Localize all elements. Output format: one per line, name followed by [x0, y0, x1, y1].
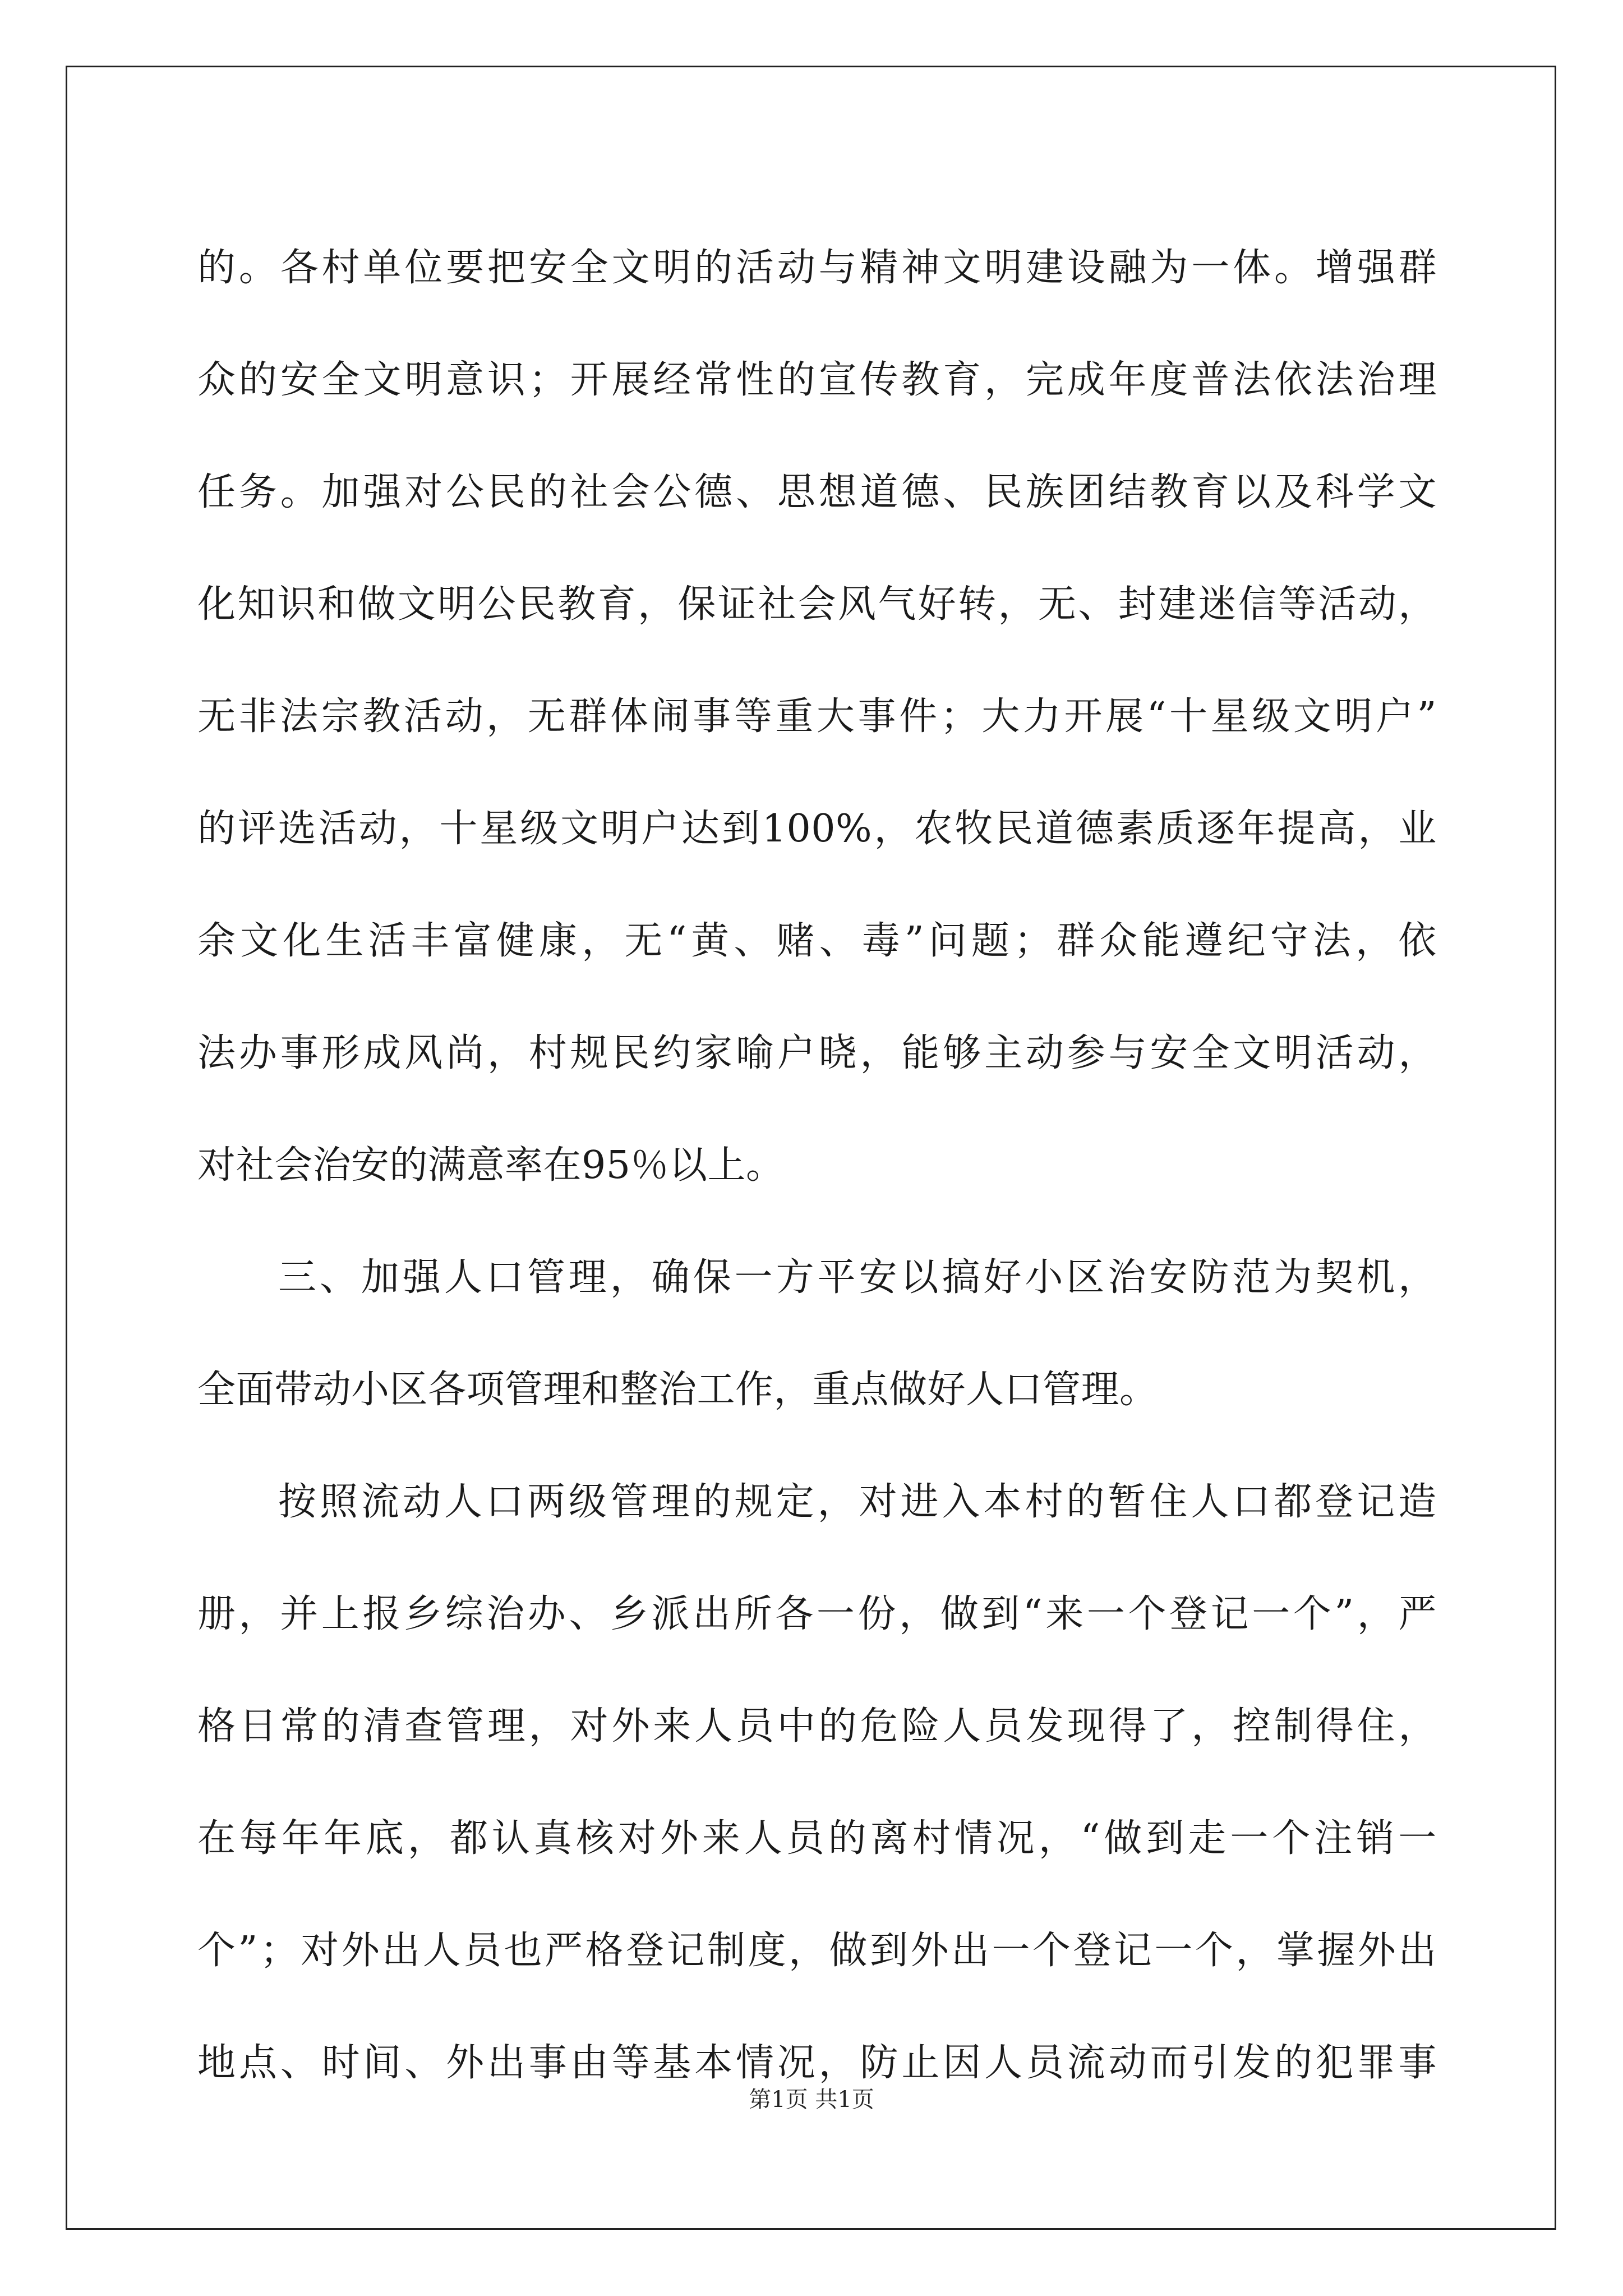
text-line: 化 知 识 和 做 文 明 公 民 教 育 ， 保 证 社 会 风 气 好 转 ， 无 、 封 建 迷 信 等 活 动 ，	[197, 582, 1437, 627]
text-line: 在 每 年 年 底 ， 都 认 真 核 对 外 来 人 员 的 离 村 情 况 ， “ 做 到 走 一 个 注 销 一	[197, 1816, 1437, 1861]
text-line: 的 评 选 活 动 ， 十 星 级 文 明 户 达 到 100% ， 农 牧 民 道 德 素 质 逐 年 提 高 ， 业	[197, 807, 1437, 851]
text-line: 格 日 常 的 清 查 管 理 ， 对 外 来 人 员 中 的 危 险 人 员 发 现 得 了 ， 控 制 得 住 ，	[197, 1704, 1437, 1749]
page-footer: 第1页 共1页	[749, 2087, 874, 2113]
text-line: 按 照 流 动 人 口 两 级 管 理 的 规 定 ， 对 进 入 本 村 的 暂 住 人 口 都 登 记 造	[278, 1480, 1437, 1524]
text-line: 无 非 法 宗 教 活 动 ， 无 群 体 闹 事 等 重 大 事 件 ； 大 力 开 展 “ 十 星 级 文 明 户 ”	[197, 694, 1437, 739]
text-line: 册 ， 并 上 报 乡 综 治 办 、 乡 派 出 所 各 一 份 ， 做 到 “ 来 一 个 登 记 一 个 ” ， 严	[197, 1592, 1437, 1636]
text-line: 个 ” ； 对 外 出 人 员 也 严 格 登 记 制 度 ， 做 到 外 出 一 个 登 记 一 个 ， 掌 握 外 出	[197, 1929, 1437, 1973]
text-line: 众 的 安 全 文 明 意 识 ； 开 展 经 常 性 的 宣 传 教 育 ， 完 成 年 度 普 法 依 法 治 理	[197, 358, 1437, 402]
text-line: 任 务 。 加 强 对 公 民 的 社 会 公 德 、 思 想 道 德 、 民 族 团 结 教 育 以 及 科 学 文	[197, 470, 1437, 514]
text-line: 全面带动小区各项管理和整治工作，重点做好人口管理。	[197, 1368, 1158, 1412]
text-line: 三 、 加 强 人 口 管 理 ， 确 保 一 方 平 安 以 搞 好 小 区 治 安 防 范 为 契 机 ，	[278, 1255, 1437, 1300]
text-line: 法 办 事 形 成 风 尚 ， 村 规 民 约 家 喻 户 晓 ， 能 够 主 动 参 与 安 全 文 明 活 动 ，	[197, 1031, 1437, 1075]
document-body	[197, 212, 1437, 2119]
text-line: 地 点 、 时 间 、 外 出 事 由 等 基 本 情 况 ， 防 止 因 人 员 流 动 而 引 发 的 犯 罪 事	[197, 2041, 1437, 2085]
text-line: 对社会治安的满意率在95％以上。	[197, 1143, 785, 1188]
text-line: 余 文 化 生 活 丰 富 健 康 ， 无 “ 黄 、 赌 、 毒 ” 问 题 ； 群 众 能 遵 纪 守 法 ， 依	[197, 919, 1437, 963]
text-line: 的 。 各 村 单 位 要 把 安 全 文 明 的 活 动 与 精 神 文 明 建 设 融 为 一 体 。 增 强 群	[197, 246, 1437, 290]
